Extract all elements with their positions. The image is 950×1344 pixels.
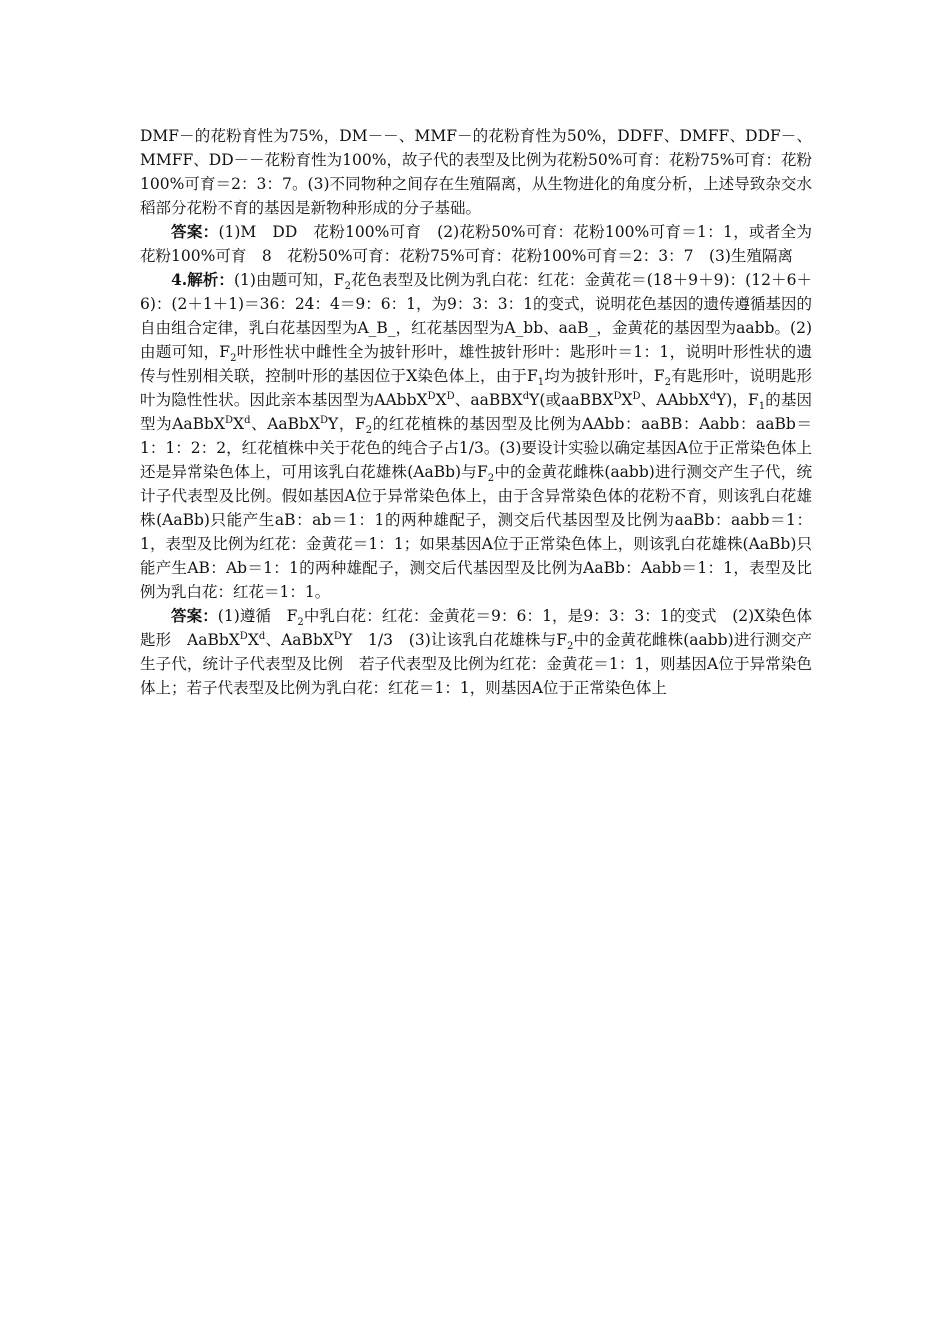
superscript: D xyxy=(613,390,622,402)
superscript: d xyxy=(522,390,530,402)
text-run: 中的金黄花雌株(aabb)进行测交产生子代，统计子代表型及比例。假如基因A位于异常染色体上，由于含异常染色体的花粉不育，则该乳白花雄株(AaBb)只能产生aB：ab＝1：1的两种雄配子，测交后代基因型及比例为aaBb：aabb＝1：1，表型及比例为红花：金黄花＝1：1；如果基因A位于正常染色体上，则该乳白花雄株(AaBb)只能产生AB：Ab＝1：1的两种雄配子，测交后代基因型及比例为AaBb：Aabb＝1：1，表型及比例为乳白花：红花＝1：1。 xyxy=(140,463,812,601)
subscript: 2 xyxy=(567,641,574,653)
answer-4-paragraph xyxy=(140,604,828,700)
answer-3-paragraph xyxy=(140,220,812,268)
text-run: 、AaBbX xyxy=(250,415,320,433)
answer-label: 答案： xyxy=(171,222,219,241)
superscript: D xyxy=(333,630,342,642)
text-run: 、AAbbX xyxy=(640,391,710,409)
superscript: D xyxy=(225,414,234,426)
superscript: D xyxy=(319,414,329,426)
subscript: 2 xyxy=(365,425,373,437)
superscript: D xyxy=(632,390,641,402)
superscript: d xyxy=(709,390,716,402)
text-run: X xyxy=(247,631,259,649)
text-run: Y(或aaBBX xyxy=(529,391,614,409)
text-run: 花色表型及比例为乳白花：红花：金黄花＝(18＋9＋9)：(12＋6＋6)：(2＋1＋1)＝36：24：4＝9：6：1，为9：3：3：1的变式，说明花色基因的遗传遵循基因的自由组合定律，乳白花基因型为A_B_，红花基因型为A_bb、aaB_，金黄花的基因型为aabb。(2)由题可知，F xyxy=(140,271,812,361)
text-run: X xyxy=(621,391,633,409)
answer-label: 答案： xyxy=(171,606,218,625)
text-run: 的基因型为AaBbX xyxy=(140,391,812,433)
text-run: X xyxy=(435,391,447,409)
text-run: Y，F xyxy=(328,415,366,433)
text-run: 叶形性状中雌性全为披针形叶，雄性披针形叶：匙形叶＝1：1，说明叶形性状的遗传与性别相关联，控制叶形的基因位于X染色体上，由于F xyxy=(140,343,812,385)
text-run: 中的金黄花雌株(aabb)进行测交产生子代，统计子代表型及比例 若子代表型及比例为红花：金黄花＝1：1，则基因A位于异常染色体上；若子代表型及比例为乳白花：红花＝1：1，则基因A位于正常染色体上 xyxy=(140,631,812,697)
text-run: X xyxy=(233,415,245,433)
text-run: Y)，F xyxy=(715,391,759,409)
subscript: 1 xyxy=(537,377,545,389)
subscript: 2 xyxy=(664,377,672,389)
superscript: D xyxy=(239,630,248,642)
text-run: 、AaBbX xyxy=(265,631,334,649)
superscript: D xyxy=(446,390,455,402)
text-run: Y 1/3 (3)让该乳白花雄株与F xyxy=(341,631,568,649)
subscript: 2 xyxy=(487,473,495,485)
subscript: 2 xyxy=(230,353,237,365)
text-run: (1)遵循 F xyxy=(217,607,298,625)
document-page xyxy=(140,124,828,700)
superscript: d xyxy=(258,630,266,642)
text-run: 均为披针形叶，F xyxy=(544,367,665,385)
subscript: 2 xyxy=(297,617,304,629)
text-run: 中乳白花：红花：金黄花＝9：6：1，是9：3：3：1的变式 (2)X染色体 匙形 AaBbX xyxy=(140,607,828,649)
subscript: 1 xyxy=(758,401,766,413)
continuation-paragraph: DMF－的花粉育性为75%，DM－－、MMF－的花粉育性为50%，DDFF、DMFF、DDF－、MMFF、DD－－花粉育性为100%，故子代的表型及比例为花粉50%可育：花粉75%可育：花粉100%可育＝2：3：7。(3)不同物种之间存在生殖隔离，从生物进化的角度分析，上述导致杂交水稻部分花粉不育的基因是新物种形成的分子基础。 xyxy=(140,127,812,217)
subscript: 2 xyxy=(344,281,351,293)
answer-3-text: (1)M DD 花粉100%可育 (2)花粉50%可育：花粉100%可育＝1：1，或者全为花粉100%可育 8 花粉50%可育：花粉75%可育：花粉100%可育＝2：3：7 (3)生殖隔离 xyxy=(140,223,812,265)
question-4-analysis xyxy=(140,268,812,604)
text-run: 有匙形叶，说明匙形叶为隐性性状。因此亲本基因型为AAbbX xyxy=(140,367,812,409)
superscript: D xyxy=(427,390,436,402)
analysis-label: 4.解析： xyxy=(171,270,234,289)
superscript: d xyxy=(244,414,251,426)
text-run: 、aaBBX xyxy=(454,391,523,409)
text-run: 的红花植株的基因型及比例为AAbb：aaBB：Aabb：aaBb＝1：1：2：2，红花植株中关于花色的纯合子占1/3。(3)要设计实验以确定基因A位于正常染色体上还是异常染色体上，可用该乳白花雄株(AaBb)与F xyxy=(140,415,812,481)
text-run: (1)由题可知，F xyxy=(233,271,345,289)
